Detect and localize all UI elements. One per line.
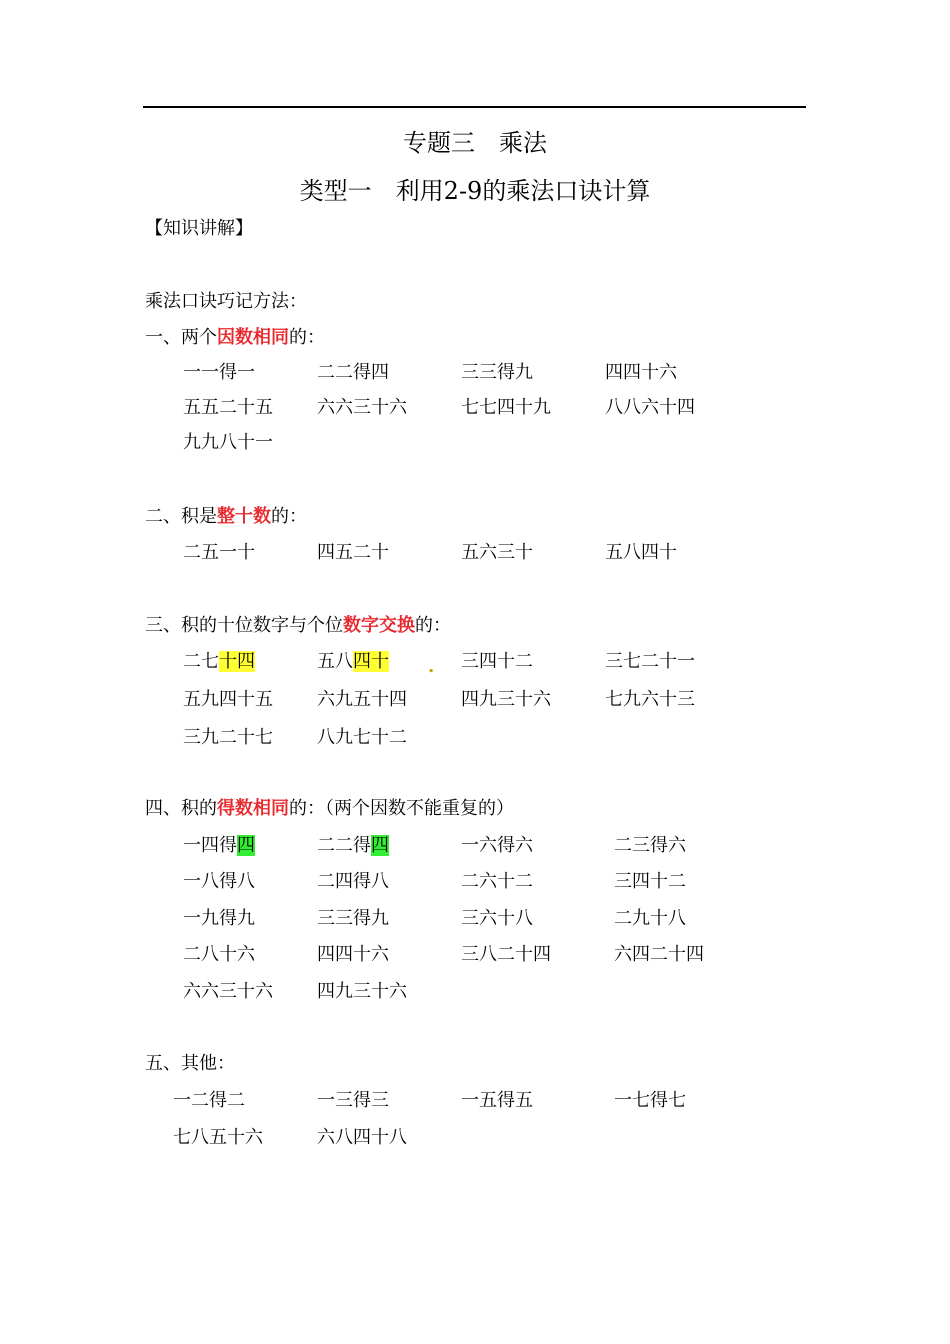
page-subtitle: 类型一 利用2-9的乘法口诀计算 [299, 177, 651, 205]
rhyme-item: 一七得七 [614, 1090, 686, 1111]
highlighted-product: 十四 [219, 651, 255, 672]
rhyme-item: 二八十六 [183, 944, 255, 965]
rhyme-item: 五八四十 [605, 542, 677, 563]
top-rule [143, 106, 806, 108]
heading-emphasis: 数字交换 [343, 615, 415, 636]
rhyme-item: 四四十六 [605, 362, 677, 383]
heading-prefix: 二、积是 [145, 506, 217, 527]
highlighted-product: 四 [371, 835, 389, 856]
rhyme-item: 六八四十八 [317, 1127, 407, 1148]
rhyme-item: 三七二十一 [605, 651, 695, 672]
heading-emphasis: 整十数 [217, 506, 271, 527]
rhyme-item [183, 834, 255, 858]
rhyme-item: 四五二十 [317, 542, 389, 563]
heading-suffix: 的： [271, 506, 307, 527]
rhyme-item [317, 834, 389, 858]
rhyme-item: 五九四十五 [183, 689, 273, 710]
rhyme-factors: 二七 [183, 651, 219, 672]
highlighted-product: 四 [237, 835, 255, 856]
rhyme-factors: 五八 [317, 651, 353, 672]
section-heading [145, 326, 325, 350]
rhyme-item: 六九五十四 [317, 689, 407, 710]
rhyme-factors: 一四得 [183, 835, 237, 856]
rhyme-item: 一六得六 [461, 835, 533, 856]
rhyme-item [317, 650, 389, 674]
section-heading [145, 797, 514, 821]
rhyme-item: 四四十六 [317, 944, 389, 965]
heading-suffix: 的：（两个因数不能重复的） [289, 798, 514, 819]
rhyme-item: 四九三十六 [461, 689, 551, 710]
heading-prefix: 一、两个 [145, 327, 217, 348]
rhyme-item: 一五得五 [461, 1090, 533, 1111]
rhyme-item [183, 650, 255, 674]
rhyme-item: 二五一十 [183, 542, 255, 563]
rhyme-item: 九九八十一 [183, 432, 273, 453]
rhyme-item: 三四十二 [614, 871, 686, 892]
heading-emphasis: 得数相同 [217, 798, 289, 819]
rhyme-item: 一二得二 [173, 1090, 245, 1111]
rhyme-item: 八八六十四 [605, 397, 695, 418]
rhyme-item: 五六三十 [461, 542, 533, 563]
rhyme-item: 三四十二 [461, 651, 533, 672]
rhyme-item: 六六三十六 [183, 981, 273, 1002]
section-heading: 五、其他： [145, 1053, 235, 1074]
rhyme-item: 二四得八 [317, 871, 389, 892]
rhyme-item: 一九得九 [183, 908, 255, 929]
rhyme-item: 三三得九 [317, 908, 389, 929]
highlighted-product: 四十 [353, 651, 389, 672]
rhyme-item: 七七四十九 [461, 397, 551, 418]
heading-emphasis: 因数相同 [217, 327, 289, 348]
rhyme-item: 七九六十三 [605, 689, 695, 710]
rhyme-item: 八九七十二 [317, 727, 407, 748]
stray-dot: . [428, 656, 435, 677]
rhyme-item: 六六三十六 [317, 397, 407, 418]
section-heading [145, 505, 307, 529]
rhyme-item: 三八二十四 [461, 944, 551, 965]
rhyme-factors: 二二得 [317, 835, 371, 856]
rhyme-item: 二九十八 [614, 908, 686, 929]
rhyme-item: 七八五十六 [173, 1127, 263, 1148]
knowledge-label: 【知识讲解】 [145, 218, 253, 239]
heading-suffix: 的： [415, 615, 451, 636]
rhyme-item: 四九三十六 [317, 981, 407, 1002]
rhyme-item: 二二得四 [317, 362, 389, 383]
rhyme-item: 五五二十五 [183, 397, 273, 418]
rhyme-item: 一三得三 [317, 1090, 389, 1111]
section-heading [145, 614, 451, 638]
rhyme-item: 三九二十七 [183, 727, 273, 748]
rhyme-item: 一一得一 [183, 362, 255, 383]
intro-text: 乘法口诀巧记方法： [145, 291, 307, 312]
rhyme-item: 三六十八 [461, 908, 533, 929]
heading-prefix: 三、积的十位数字与个位 [145, 615, 343, 636]
rhyme-item: 一八得八 [183, 871, 255, 892]
rhyme-item: 三三得九 [461, 362, 533, 383]
rhyme-item: 二六十二 [461, 871, 533, 892]
heading-suffix: 的： [289, 327, 325, 348]
heading-prefix: 四、积的 [145, 798, 217, 819]
page-title: 专题三 乘法 [403, 129, 547, 157]
rhyme-item: 二三得六 [614, 835, 686, 856]
rhyme-item: 六四二十四 [614, 944, 704, 965]
